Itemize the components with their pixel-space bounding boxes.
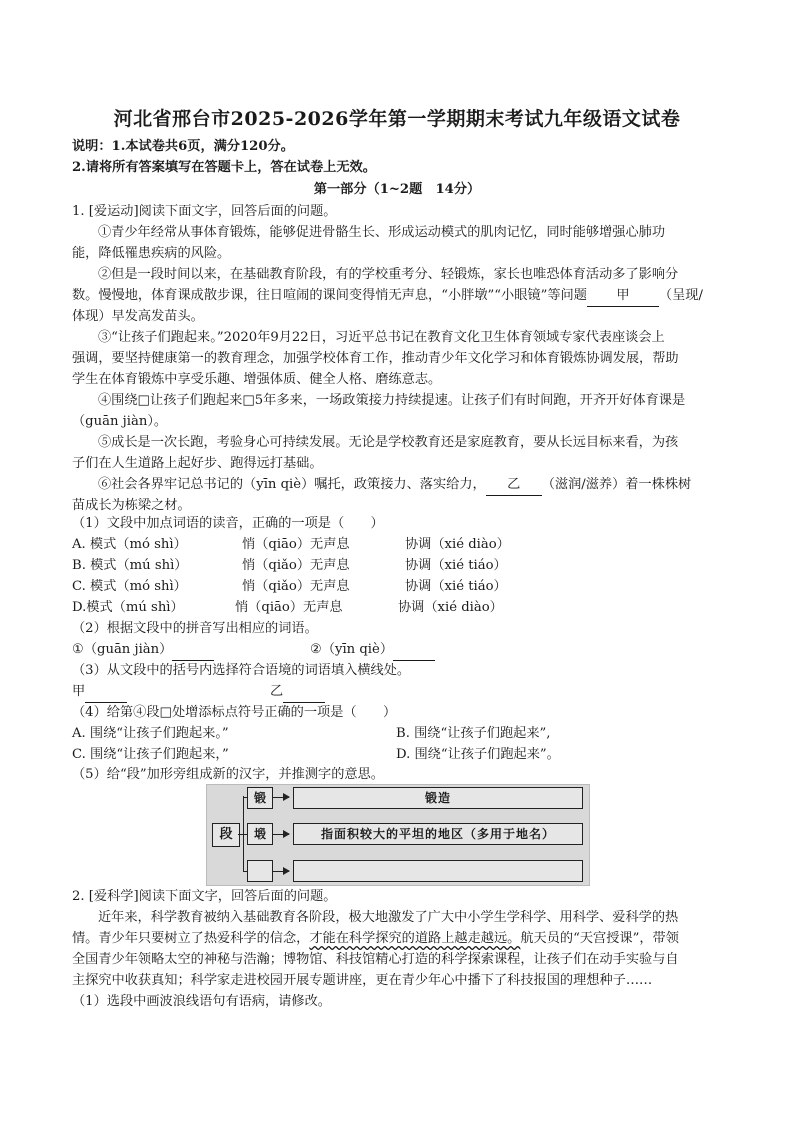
part1-header: 第一部分（1~2题 14分） (313, 182, 481, 197)
q1-para2-line1: ②但是一段时间以来，在基础教育阶段，有的学校重考分、轻锻炼，家长也唯恐体育活动多了影响分 (98, 267, 679, 282)
q2-para-line1: 近年来，科学教育被纳入基础教育各阶段，极大地激发了广大中小学生学科学、用科学、爱科学的热 (98, 910, 679, 925)
option-b-col1: B. 模式（mú shì） (72, 558, 188, 573)
page-title: 河北省邢台市2025-2026学年第一学期期末考试九年级语文试卷 (113, 108, 681, 130)
q1-para2-choice: （呈现/ (658, 288, 703, 303)
q2-intro: 2. [爱科学]阅读下面文字，回答后面的问题。 (72, 889, 337, 904)
arrow-icon (273, 797, 289, 798)
option-b-col2: 悄（qiǎo）无声息 (242, 558, 350, 573)
option-b-col3: 协调（xié tiáo） (405, 558, 507, 573)
sub2-b (310, 640, 435, 661)
sub2-a-blank[interactable] (172, 640, 214, 661)
q1-para6-line1 (72, 475, 748, 496)
arrow-icon (273, 834, 289, 835)
q2-para-line2-pre: 情。青少年只要树立了热爱科学的信念， (72, 931, 310, 946)
sub3-a-blank[interactable] (85, 682, 127, 703)
sub2-b-blank[interactable] (393, 640, 435, 661)
q1-para2-line3: 体现）早发高发苗头。 (72, 309, 204, 324)
q1-para5-line2: 子们在人生道路上起好步、跑得远打基础。 (72, 456, 323, 471)
sub2-b-label: ②（yīn qiè） (310, 642, 394, 657)
q1-para3-line2: 强调，要坚持健康第一的教育理念，加强学校体育工作，推动青少年文化学习和体育锻炼协调发展，帮助 (72, 351, 679, 366)
option-c-col1: C. 模式（mó shì） (72, 579, 187, 594)
q1-para6-choice: （滋润/滋养）着一株株树 (541, 477, 692, 492)
figure-root-char: 段 (212, 823, 240, 847)
sub4-option-a[interactable]: A. 围绕“让孩子们跑起来。” (72, 726, 229, 741)
figure-char-2: 塅 (247, 823, 273, 845)
sub3-b-label: 乙 (270, 684, 284, 699)
q1-sub2-question: （2）根据文段中的拼音写出相应的词语。 (72, 621, 318, 636)
option-d-col2: 悄（qiāo）无声息 (235, 600, 343, 615)
blank-yi[interactable]: 乙 (486, 475, 542, 496)
figure-char-3-blank[interactable] (247, 860, 273, 882)
sub4-option-c[interactable]: C. 围绕“让孩子们跑起来，” (72, 747, 229, 762)
q1-para3-line1: ③“让孩子们跑起来。”2020年9月22日，习近平总书记在教育文化卫生体育领域专家代表座谈会上 (98, 330, 665, 345)
q2-para-line4: 主探究中收获真知；科学家走进校园开展专题讲座，更在青少年心中播下了科技报国的理想种子…… (72, 973, 653, 988)
sub3-a-label: 甲 (72, 684, 86, 699)
blank-jia[interactable]: 甲 (587, 286, 659, 307)
q1-para1-line1: ①青少年经常从事体育锻炼，能够促进骨骼生长、形成运动模式的肌肉记忆，同时能够增强心肺功 (98, 225, 666, 240)
option-d-col3: 协调（xié diào） (398, 600, 503, 615)
sub2-a (72, 640, 214, 661)
figure-meaning-1: 锻造 (293, 787, 583, 809)
sub4-option-b[interactable]: B. 围绕“让孩子们跑起来”, (396, 726, 551, 741)
q2-sub1-question: （1）选段中画波浪线语句有语病，请修改。 (72, 994, 331, 1009)
radical-figure (206, 784, 590, 886)
option-c-col2: 悄（qiǎo）无声息 (242, 579, 350, 594)
arrow-icon (273, 871, 289, 872)
q2-wavy-sentence: 才能在科学探究的道路上越走越远。 (309, 931, 521, 946)
q1-para4-line1: ④围绕□让孩子们跑起来□5年多来，一场政策接力持续提速。让孩子们有时间跑，开齐开好体育课是 (98, 393, 686, 408)
q1-para1-line2: 能，降低罹患疾病的风险。 (72, 246, 231, 261)
q1-sub4-question: （4）给第④段□处增添标点符号正确的一项是（ ） (72, 705, 397, 720)
sub2-a-label: ①（guān jiàn） (72, 642, 173, 657)
option-a-col2: 悄（qiāo）无声息 (242, 537, 350, 552)
option-a-col1: A. 模式（mó shì） (72, 537, 187, 552)
q1-para6-text: ⑥社会各界牢记总书记的（yīn qiè）嘱托，政策接力、落实给力， (98, 477, 486, 492)
sub3-b-blank[interactable] (283, 682, 325, 703)
q1-para6-line2: 苗成长为栋梁之材。 (72, 498, 191, 513)
q1-para2-text: 数。慢慢地，体育课成散步课，往日喧闹的课间变得悄无声息，“小胖墩”“小眼镜”等问题 (72, 288, 587, 303)
q1-sub3-question: （3）从文段中的括号内选择符合语境的词语填入横线处。 (72, 663, 411, 678)
instruction-note-2: 2.请将所有答案填写在答题卡上，答在试卷上无效。 (72, 160, 376, 175)
q1-sub1-question: （1）文段中加点词语的读音，正确的一项是（ ） (72, 516, 384, 531)
sub3-a (72, 682, 127, 703)
q2-para-line3: 全国青少年领略太空的神秘与浩瀚；博物馆、科技馆精心打造的科学探索课程，让孩子们在动手实验与自 (72, 952, 679, 967)
q1-para2-line2 (72, 286, 722, 307)
instruction-note-1: 说明：1.本试卷共6页，满分120分。 (72, 139, 294, 154)
option-a-col3: 协调（xié diào） (405, 537, 510, 552)
q1-intro: 1. [爱运动]阅读下面文字，回答后面的问题。 (72, 204, 337, 219)
q1-para4-line2: （guān jiàn）。 (72, 414, 168, 429)
figure-meaning-3-blank[interactable] (293, 860, 583, 882)
sub3-b (270, 682, 325, 703)
q1-para5-line1: ⑤成长是一次长跑，考验身心可持续发展。无论是学校教育还是家庭教育，要从长远目标来看，为孩 (98, 435, 679, 450)
figure-meaning-2: 指面积较大的平坦的地区（多用于地名） (293, 823, 583, 845)
q1-sub5-question: （5）给“段”加形旁组成新的汉字，并推测字的意思。 (72, 767, 384, 782)
q2-para-line2-post: 航天员的“天宫授课”，带领 (520, 931, 679, 946)
option-c-col3: 协调（xié tiáo） (405, 579, 507, 594)
sub4-option-d[interactable]: D. 围绕“让孩子们跑起来”。 (396, 747, 560, 762)
q2-para-line2 (72, 929, 722, 949)
q1-para3-line3: 学生在体育锻炼中享受乐趣、增强体质、健全人格、磨练意志。 (72, 372, 442, 387)
figure-char-1: 锻 (247, 787, 273, 809)
option-d-col1: D.模式（mú shì） (72, 600, 184, 615)
